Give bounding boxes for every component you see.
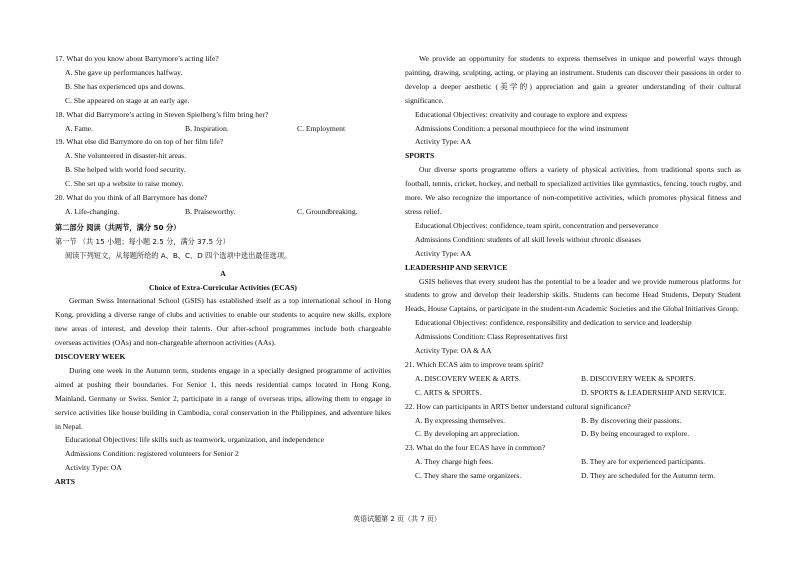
question-17-option-a: A. She gave up performances halfway. [65,67,183,77]
question-22-option-b: B. By discovering their passions. [581,415,682,425]
question-19-option-a: A. She volunteered in disaster-hit areas. [65,151,187,161]
question-22-options-row-1 [405,414,741,428]
arts-type: Activity Type: AA [415,137,472,147]
passage-letter: A [220,268,226,278]
leadership-heading: LEADERSHIP AND SERVICE [405,262,508,272]
question-20-option-a: A. Life-changing. [65,206,120,216]
question-23-option-b: B. They are for experienced participants. [581,457,706,467]
question-21-options-row-2 [405,386,741,400]
left-column [55,52,391,489]
question-23-options-row-2 [405,469,741,483]
passage-intro: German Swiss International School (GSIS) has established itself as a top international school in Hong Kong, providing a diverse range of clubs and activities to enable our students to acquire new skills, explore new areas of interest, and develop their talents. Our after-school programmes include both chargeable overseas activities (OAs) and non-chargeable afternoon activities (AAs). [55,296,391,348]
question-22-option-c: C. By developing art appreciation. [415,429,520,439]
question-18-options [55,122,391,136]
question-20-options [55,205,391,219]
question-23-option-c: C. They share the same organizers. [415,471,522,481]
question-19-option-b: B. She helped with world food security. [65,165,186,175]
reading-instruction: 阅读下列短文，从每题所给的 A、B、C、D 四个选项中选出最佳选项。 [65,250,292,260]
question-23-options-row-1 [405,455,741,469]
question-21-stem: 21. Which ECAS aim to improve team spirit? [405,359,544,369]
arts-objectives: Educational Objectives: creativity and courage to explore and express [415,109,628,119]
leadership-admissions: Admissions Condition: Class Representatives first [415,332,568,342]
sports-paragraph: Our diverse sports programme offers a variety of physical activities, from traditional sports such as football, tennis, cricket, hockey, and netball to specialized activities like gymnastics, fencing, touch rugby, and more. We also recognize the importance of non-competitive activities, which promotes physical fitness and stress relief. [405,165,741,216]
discovery-week-heading: DISCOVERY WEEK [55,352,126,362]
question-21-option-d: D. SPORTS & LEADERSHIP AND SERVICE. [581,387,727,397]
question-20-option-c: C. Groundbreaking. [297,206,358,216]
sports-objectives: Educational Objectives: confidence, team spirit, concentration and perseverance [415,220,659,230]
question-22-option-a: A. By expressing themselves. [415,415,506,425]
question-21-option-b: B. DISCOVERY WEEK & SPORTS. [581,373,696,383]
question-23-option-a: A. They charge high fees. [415,457,494,467]
leadership-type: Activity Type: OA & AA [415,346,492,356]
leadership-objectives: Educational Objectives: confidence, responsibility and dedication to service and leadership [415,318,692,328]
question-19-stem: 19. What else did Barrymore do on top of her film life? [55,137,224,147]
question-23-option-d: D. They are scheduled for the Autumn term. [581,471,716,481]
section-1-title: 第一节 （共 15 小题；每小题 2.5 分，满分 37.5 分） [55,236,230,246]
question-22-option-d: D. By being encouraged to explore. [581,429,690,439]
question-23-stem: 23. What do the four ECAS have in common? [405,443,546,453]
sports-admissions: Admissions Condition: students of all skill levels without chronic diseases [415,234,641,244]
arts-paragraph: We provide an opportunity for students to express themselves in unique and powerful ways through painting, drawing, sculpting, acting, or playing an instrument. Students can discover their passions in order to develop a deeper aesthetic (美学的) appreciation and gain a greater understanding of their cultural significance. [405,54,741,105]
discovery-week-paragraph: During one week in the Autumn term, students engage in a specially designed programme of activities aimed at pushing their boundaries. For Senior 1, this needs residential camps located in Hong Kong, Mainland, Germany or Swiss. Senior 2, participate in a range of overseas trips, allowing them to engage in service activities like house building in Cambodia, coral conservation in the Philippines, and adventure hikes in Nepal. [55,365,391,431]
question-22-stem: 22. How can participants in ARTS better understand cultural significance? [405,401,631,411]
question-17-option-b: B. She has experienced ups and downs. [65,81,185,91]
question-20-stem: 20. What do you think of all Barrymore has done? [55,193,208,203]
question-21-options-row-1 [405,372,741,386]
question-18-option-c: C. Employment [297,123,346,133]
page-footer: 英语试题第 2 页（共 7 页） [353,515,441,523]
right-column [405,52,741,483]
question-21-option-c: C. ARTS & SPORTS. [415,387,482,397]
question-17-stem: 17. What do you know about Barrymore’s acting life? [55,54,219,63]
arts-heading: ARTS [55,477,75,487]
sports-heading: SPORTS [405,151,435,161]
arts-admissions: Admissions Condition: a personal mouthpiece for the wind instrument [415,123,629,133]
sports-type: Activity Type: AA [415,248,472,258]
part-2-title: 第二部分 阅读（共两节，满分 50 分） [55,222,181,232]
discovery-week-objectives: Educational Objectives: life skills such as teamwork, organization, and independence [65,435,325,445]
leadership-paragraph: GSIS believes that every student has the potential to be a leader and we provide numerous platforms for students to grow and develop their leadership skills. Students can become Head Students, Deputy Student Heads, House Captains, or participate in the student-run Academic Societies and the Global Initiatives Group. [405,276,741,314]
discovery-week-admissions: Admissions Condition: registered volunteers for Senior 2 [65,449,239,459]
question-19-option-c: C. She set up a website to raise money. [65,179,184,189]
passage-title: Choice of Extra-Curricular Activities (ECAS) [149,282,297,292]
question-18-option-b: B. Inspiration. [185,123,229,133]
question-18-option-a: A. Fame. [65,123,94,133]
question-22-options-row-2 [405,427,741,441]
question-21-option-a: A. DISCOVERY WEEK & ARTS. [415,373,521,383]
discovery-week-type: Activity Type: OA [65,463,122,473]
question-18-stem: 18. What did Barrymore’s acting in Steven Spielberg’s film bring her? [55,109,269,119]
question-20-option-b: B. Praiseworthy. [185,206,236,216]
question-17-option-c: C. She appeared on stage at an early age. [65,95,190,105]
